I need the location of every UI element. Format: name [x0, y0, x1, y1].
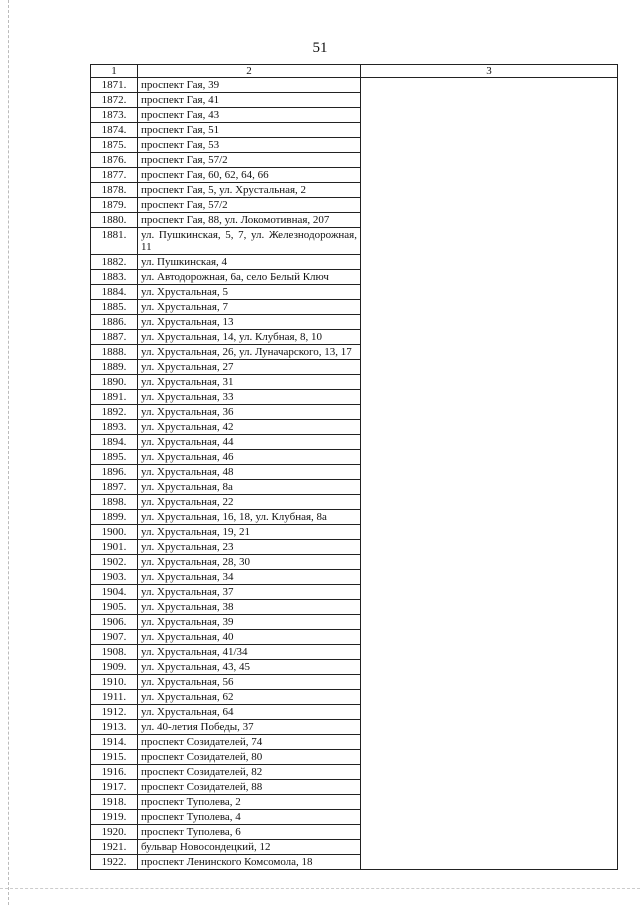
row-number: 1899.: [91, 510, 138, 525]
row-number: 1911.: [91, 690, 138, 705]
column-header-1: 1: [91, 65, 138, 78]
row-address: ул. Хрустальная, 16, 18, ул. Клубная, 8а: [138, 510, 361, 525]
row-address: ул. Хрустальная, 26, ул. Луначарского, 13, 17: [138, 345, 361, 360]
row-address: проспект Гая, 39: [138, 78, 361, 93]
row-address: ул. Хрустальная, 46: [138, 450, 361, 465]
row-number: 1883.: [91, 270, 138, 285]
row-number: 1910.: [91, 675, 138, 690]
row-number: 1901.: [91, 540, 138, 555]
row-number: 1887.: [91, 330, 138, 345]
row-number: 1893.: [91, 420, 138, 435]
row-address: проспект Туполева, 4: [138, 810, 361, 825]
row-number: 1895.: [91, 450, 138, 465]
row-number: 1920.: [91, 825, 138, 840]
row-address: проспект Ленинского Комсомола, 18: [138, 855, 361, 870]
column-3-empty-cell: [361, 78, 618, 870]
row-address: проспект Гая, 41: [138, 93, 361, 108]
row-number: 1904.: [91, 585, 138, 600]
row-number: 1902.: [91, 555, 138, 570]
row-number: 1871.: [91, 78, 138, 93]
row-address: ул. Хрустальная, 43, 45: [138, 660, 361, 675]
row-number: 1881.: [91, 228, 138, 255]
row-address: ул. Хрустальная, 28, 30: [138, 555, 361, 570]
row-address: ул. Пушкинская, 4: [138, 255, 361, 270]
row-number: 1916.: [91, 765, 138, 780]
row-address: ул. Хрустальная, 34: [138, 570, 361, 585]
row-address: проспект Созидателей, 82: [138, 765, 361, 780]
row-address: ул. 40-летия Победы, 37: [138, 720, 361, 735]
row-number: 1903.: [91, 570, 138, 585]
row-address: ул. Хрустальная, 36: [138, 405, 361, 420]
row-address: бульвар Новосондецкий, 12: [138, 840, 361, 855]
row-address: проспект Гая, 5, ул. Хрустальная, 2: [138, 183, 361, 198]
row-address: ул. Хрустальная, 42: [138, 420, 361, 435]
table-header-row: [91, 65, 618, 78]
row-address: проспект Созидателей, 88: [138, 780, 361, 795]
row-address: ул. Хрустальная, 62: [138, 690, 361, 705]
row-number: 1894.: [91, 435, 138, 450]
row-number: 1909.: [91, 660, 138, 675]
row-number: 1906.: [91, 615, 138, 630]
row-number: 1907.: [91, 630, 138, 645]
row-address: ул. Пушкинская, 5, 7, ул. Железнодорожная, 11: [138, 228, 361, 255]
row-number: 1888.: [91, 345, 138, 360]
row-number: 1890.: [91, 375, 138, 390]
row-address: ул. Хрустальная, 8а: [138, 480, 361, 495]
row-address: ул. Хрустальная, 56: [138, 675, 361, 690]
row-number: 1914.: [91, 735, 138, 750]
row-address: ул. Хрустальная, 38: [138, 600, 361, 615]
row-address: ул. Хрустальная, 41/34: [138, 645, 361, 660]
row-number: 1919.: [91, 810, 138, 825]
row-number: 1876.: [91, 153, 138, 168]
row-number: 1898.: [91, 495, 138, 510]
row-address: проспект Гая, 43: [138, 108, 361, 123]
row-address: ул. Хрустальная, 39: [138, 615, 361, 630]
row-number: 1922.: [91, 855, 138, 870]
row-address: проспект Гая, 57/2: [138, 198, 361, 213]
row-address: ул. Хрустальная, 40: [138, 630, 361, 645]
row-number: 1905.: [91, 600, 138, 615]
row-number: 1885.: [91, 300, 138, 315]
row-number: 1913.: [91, 720, 138, 735]
row-address: ул. Хрустальная, 27: [138, 360, 361, 375]
row-address: проспект Гая, 88, ул. Локомотивная, 207: [138, 213, 361, 228]
address-table: [90, 64, 618, 870]
table-body: [91, 78, 618, 870]
row-address: ул. Хрустальная, 64: [138, 705, 361, 720]
row-address: проспект Туполева, 6: [138, 825, 361, 840]
row-address: проспект Гая, 51: [138, 123, 361, 138]
row-number: 1884.: [91, 285, 138, 300]
row-number: 1882.: [91, 255, 138, 270]
page-number: 51: [312, 40, 328, 56]
row-number: 1879.: [91, 198, 138, 213]
row-number: 1896.: [91, 465, 138, 480]
row-number: 1872.: [91, 93, 138, 108]
column-header-2: 2: [138, 65, 361, 78]
row-number: 1921.: [91, 840, 138, 855]
row-address: ул. Хрустальная, 33: [138, 390, 361, 405]
table-row: [91, 78, 618, 93]
row-address: проспект Созидателей, 74: [138, 735, 361, 750]
row-number: 1891.: [91, 390, 138, 405]
row-number: 1917.: [91, 780, 138, 795]
row-address: ул. Хрустальная, 13: [138, 315, 361, 330]
row-number: 1915.: [91, 750, 138, 765]
row-address: ул. Хрустальная, 44: [138, 435, 361, 450]
scan-edge-left: [8, 0, 10, 905]
row-number: 1897.: [91, 480, 138, 495]
row-address: ул. Автодорожная, 6а, село Белый Ключ: [138, 270, 361, 285]
row-number: 1892.: [91, 405, 138, 420]
row-address: ул. Хрустальная, 22: [138, 495, 361, 510]
row-number: 1874.: [91, 123, 138, 138]
row-number: 1886.: [91, 315, 138, 330]
row-number: 1900.: [91, 525, 138, 540]
row-number: 1873.: [91, 108, 138, 123]
row-address: проспект Гая, 60, 62, 64, 66: [138, 168, 361, 183]
row-address: ул. Хрустальная, 48: [138, 465, 361, 480]
row-address: ул. Хрустальная, 5: [138, 285, 361, 300]
row-address: ул. Хрустальная, 19, 21: [138, 525, 361, 540]
row-address: ул. Хрустальная, 23: [138, 540, 361, 555]
row-address: ул. Хрустальная, 31: [138, 375, 361, 390]
row-address: ул. Хрустальная, 37: [138, 585, 361, 600]
row-address: ул. Хрустальная, 7: [138, 300, 361, 315]
row-number: 1908.: [91, 645, 138, 660]
row-number: 1875.: [91, 138, 138, 153]
row-address: проспект Туполева, 2: [138, 795, 361, 810]
row-number: 1880.: [91, 213, 138, 228]
row-address: проспект Гая, 53: [138, 138, 361, 153]
row-number: 1912.: [91, 705, 138, 720]
scan-edge-bottom: [0, 888, 640, 890]
column-header-3: 3: [361, 65, 618, 78]
row-address: проспект Гая, 57/2: [138, 153, 361, 168]
row-number: 1889.: [91, 360, 138, 375]
row-number: 1918.: [91, 795, 138, 810]
row-number: 1878.: [91, 183, 138, 198]
row-number: 1877.: [91, 168, 138, 183]
row-address: проспект Созидателей, 80: [138, 750, 361, 765]
row-address: ул. Хрустальная, 14, ул. Клубная, 8, 10: [138, 330, 361, 345]
